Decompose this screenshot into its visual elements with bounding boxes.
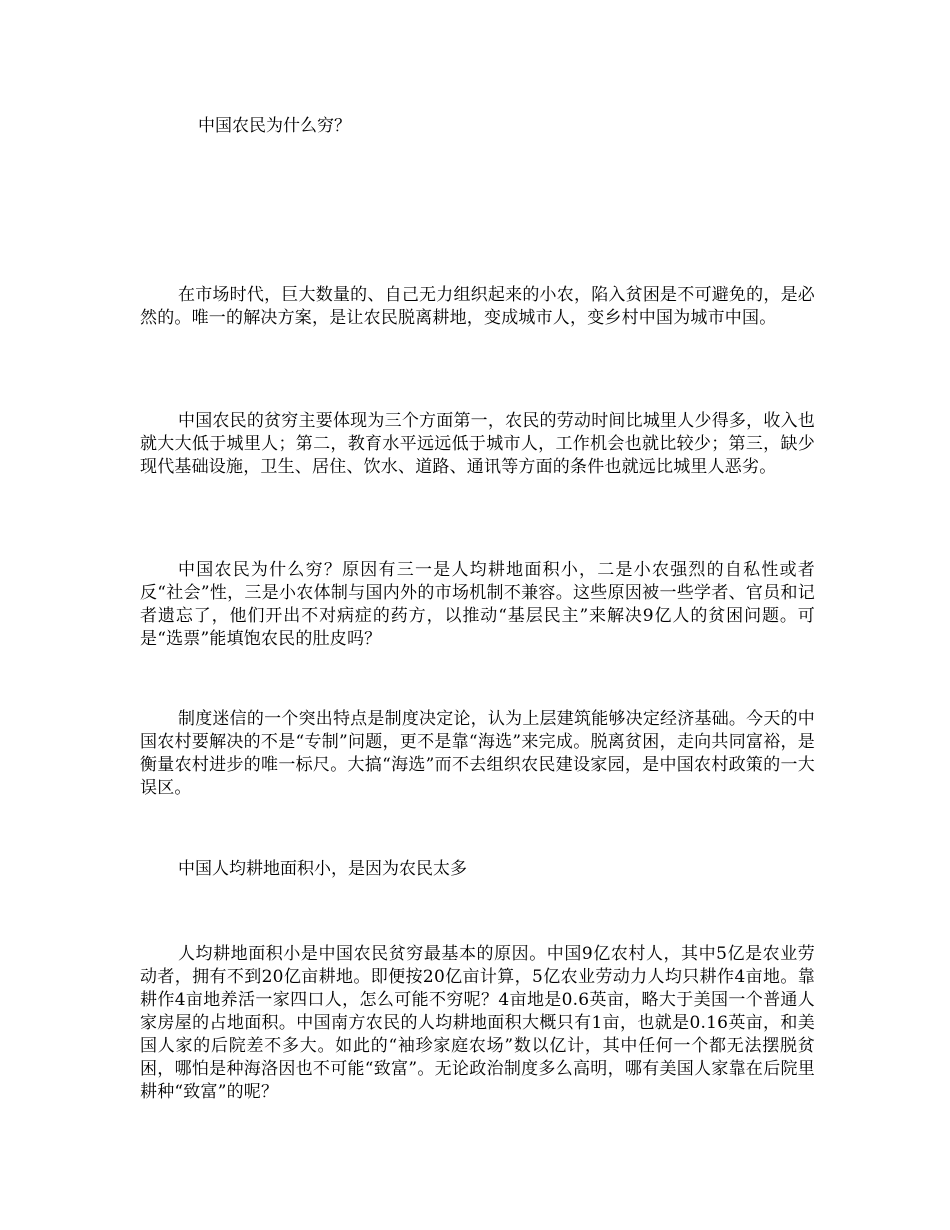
paragraph-three-causes: 中国农民为什么穷？原因有三一是人均耕地面积小，二是小农强烈的自私性或者反“社会”性，三是小农体制与国内外的市场机制不兼容。这些原因被一些学者、官员和记者遗忘了，他们开出不对病症的药方，以推动“基层民主”来解决9亿人的贫困问题。可是“选票”能填饱农民的肚皮吗？ [140,560,815,649]
section-subheading: 中国人均耕地面积小，是因为农民太多 [178,859,467,879]
document-title: 中国农民为什么穷？ [198,116,351,136]
paragraph-farmland-per-capita: 人均耕地面积小是中国农民贫穷最基本的原因。中国9亿农村人，其中5亿是农业劳动者，拥有不到20亿亩耕地。即便按20亿亩计算，5亿农业劳动力人均只耕作4亩地。靠耕作4亩地养活一家四口人，怎么可能不穷呢？4亩地是0.6英亩，略大于美国一个普通人家房屋的占地面积。中国南方农民的人均耕地面积大概只有1亩，也就是0.16英亩，和美国人家的后院差不多大。如此的“袖珍家庭农场”数以亿计，其中任何一个都无法摆脱贫困，哪怕是种海洛因也不可能“致富”。无论政治制度多么高明，哪有美国人家靠在后院里耕种“致富”的呢？ [140,944,815,1102]
paragraph-poverty-aspects: 中国农民的贫穷主要体现为三个方面第一，农民的劳动时间比城里人少得多，收入也就大大低于城里人；第二，教育水平远远低于城市人，工作机会也就比较少；第三，缺少现代基础设施，卫生、居住、饮水、道路、通讯等方面的条件也就远比城里人恶劣。 [140,411,815,477]
paragraph-institution-superstition: 制度迷信的一个突出特点是制度决定论，认为上层建筑能够决定经济基础。今天的中国农村要解决的不是“专制”问题，更不是靠“海选”来完成。脱离贫困，走向共同富裕，是衡量农村进步的唯一标尺。大搞“海选”而不去组织农民建设家园，是中国农村政策的一大误区。 [140,709,815,798]
paragraph-market-era: 在市场时代，巨大数量的、自己无力组织起来的小农，陷入贫困是不可避免的，是必然的。唯一的解决方案，是让农民脱离耕地，变成城市人，变乡村中国为城市中国。 [140,285,815,328]
